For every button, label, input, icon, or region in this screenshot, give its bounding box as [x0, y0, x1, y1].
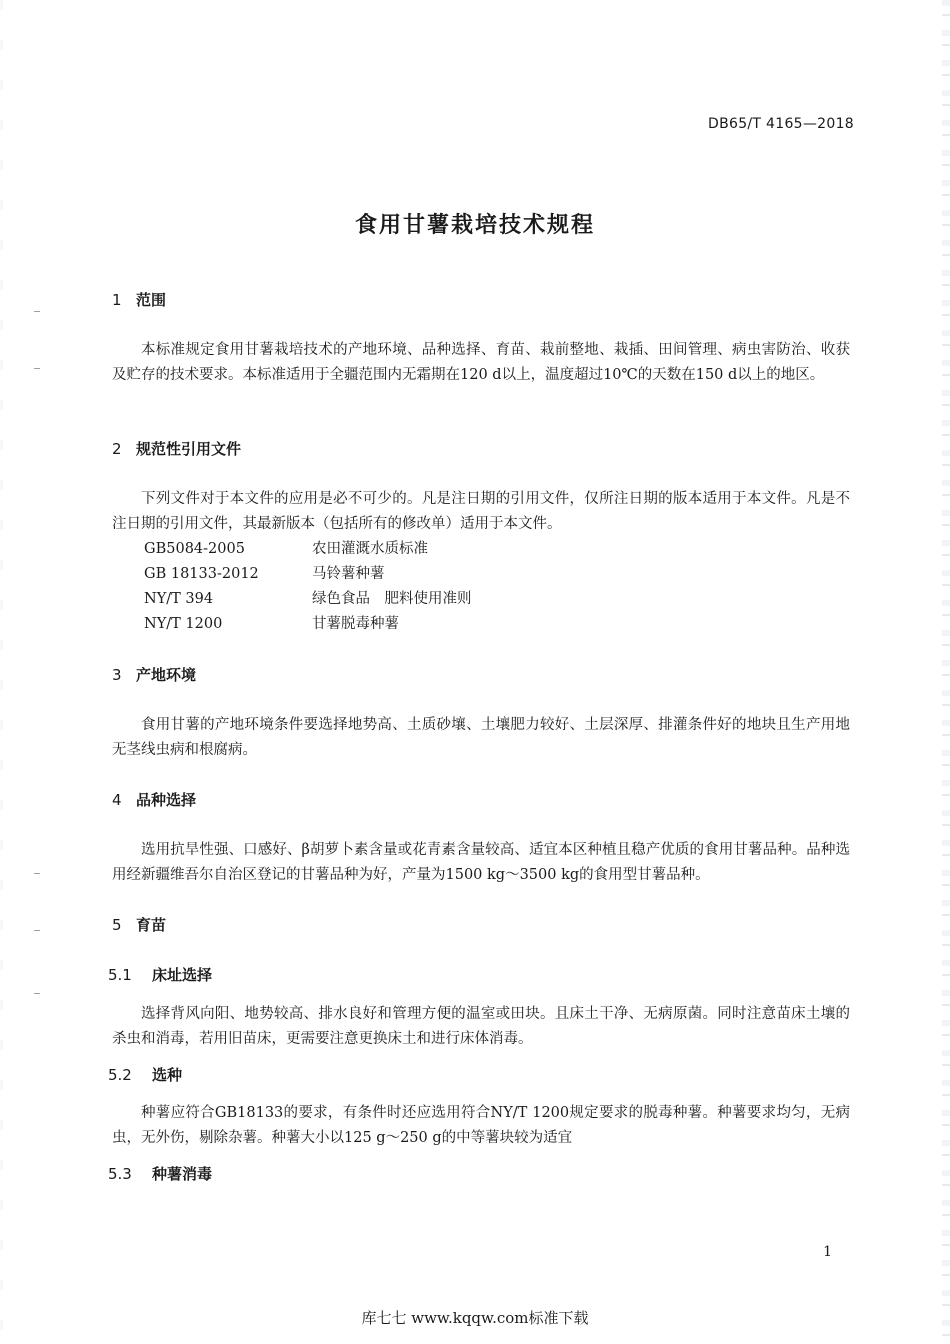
reference-row: [144, 537, 428, 562]
subsection-number: 5.1: [108, 966, 132, 984]
reference-code: NY/T 1200: [144, 616, 223, 632]
section-heading-2: [112, 438, 241, 459]
scan-mark: [34, 368, 40, 369]
subsection-title: 选种: [152, 1066, 183, 1084]
section-2-paragraph: 下列文件对于本文件的应用是必不可少的。凡是注日期的引用文件，仅所注日期的版本适用于本文件。凡是不注日期的引用文件，其最新版本（包括所有的修改单）适用于本文件。: [112, 491, 850, 532]
reference-row: [144, 587, 472, 612]
section-title: 品种选择: [136, 791, 197, 809]
reference-code: GB 18133-2012: [144, 566, 259, 582]
subsection-5-1-paragraph: 选择背风向阳、地势较高、排水良好和管理方便的温室或田块。且床土干净、无病原菌。同时注意苗床土壤的杀虫和消毒，若用旧苗床，更需要注意更换床土和进行床体消毒。: [112, 1006, 850, 1047]
section-heading-4: [112, 789, 196, 810]
section-3-paragraph: 食用甘薯的产地环境条件要选择地势高、土质砂壤、土壤肥力较好、土层深厚、排灌条件好的地块且生产用地无茎线虫病和根腐病。: [112, 717, 850, 758]
scan-edge-right: [942, 0, 950, 1344]
reference-name: 绿色食品 肥料使用准则: [312, 591, 472, 607]
subsection-title: 种薯消毒: [152, 1165, 213, 1183]
section-1-paragraph: 本标准规定食用甘薯栽培技术的产地环境、品种选择、育苗、栽前整地、栽插、田间管理、病虫害防治、收获及贮存的技术要求。本标准适用于全疆范围内无霜期在120 d以上，温度超过10℃的天数在150 d以上的地区。: [112, 342, 850, 383]
reference-name: 马铃薯种薯: [312, 566, 385, 582]
reference-name: 农田灌溉水质标准: [312, 541, 428, 557]
subsection-number: 5.3: [108, 1165, 132, 1183]
standard-code: DB65/T 4165—2018: [708, 116, 854, 132]
footer-watermark: 库七七 www.kqqw.com标准下载: [361, 1309, 589, 1327]
section-heading-1: [112, 289, 166, 310]
reference-name: 甘薯脱毒种薯: [312, 616, 399, 632]
subsection-heading-5-1: [108, 964, 212, 985]
section-number: 5: [112, 916, 122, 934]
scan-edge-left: [0, 0, 3, 1344]
subsection-number: 5.2: [108, 1066, 132, 1084]
subsection-5-2-paragraph: 种薯应符合GB18133的要求，有条件时还应选用符合NY/T 1200规定要求的脱毒种薯。种薯要求均匀，无病虫，无外伤，剔除杂薯。种薯大小以125 g～250 g的中等薯块较为适宜: [112, 1105, 850, 1146]
section-number: 2: [112, 440, 122, 458]
section-number: 3: [112, 666, 122, 684]
section-number: 4: [112, 791, 122, 809]
reference-row: [144, 562, 385, 587]
subsection-heading-5-2: [108, 1064, 182, 1085]
scan-mark: [34, 930, 40, 931]
section-4-paragraph: 选用抗旱性强、口感好、β胡萝卜素含量或花青素含量较高、适宜本区种植且稳产优质的食用甘薯品种。品种选用经新疆维吾尔自治区登记的甘薯品种为好，产量为1500 kg～3500 kg的食用型甘薯品种。: [112, 842, 850, 883]
reference-code: GB5084-2005: [144, 541, 245, 557]
page-number: 1: [823, 1244, 832, 1260]
section-number: 1: [112, 291, 122, 309]
section-title: 产地环境: [136, 666, 197, 684]
document-title: 食用甘薯栽培技术规程: [354, 213, 595, 238]
scan-mark: [34, 993, 40, 994]
scan-mark: [34, 311, 40, 312]
scan-mark: [34, 873, 40, 874]
section-title: 范围: [136, 291, 167, 309]
section-title: 规范性引用文件: [136, 440, 242, 458]
subsection-heading-5-3: [108, 1163, 212, 1184]
section-heading-3: [112, 664, 196, 685]
reference-row: [144, 612, 399, 637]
section-heading-5: [112, 914, 166, 935]
section-title: 育苗: [136, 916, 167, 934]
subsection-title: 床址选择: [152, 966, 213, 984]
reference-code: NY/T 394: [144, 591, 214, 607]
